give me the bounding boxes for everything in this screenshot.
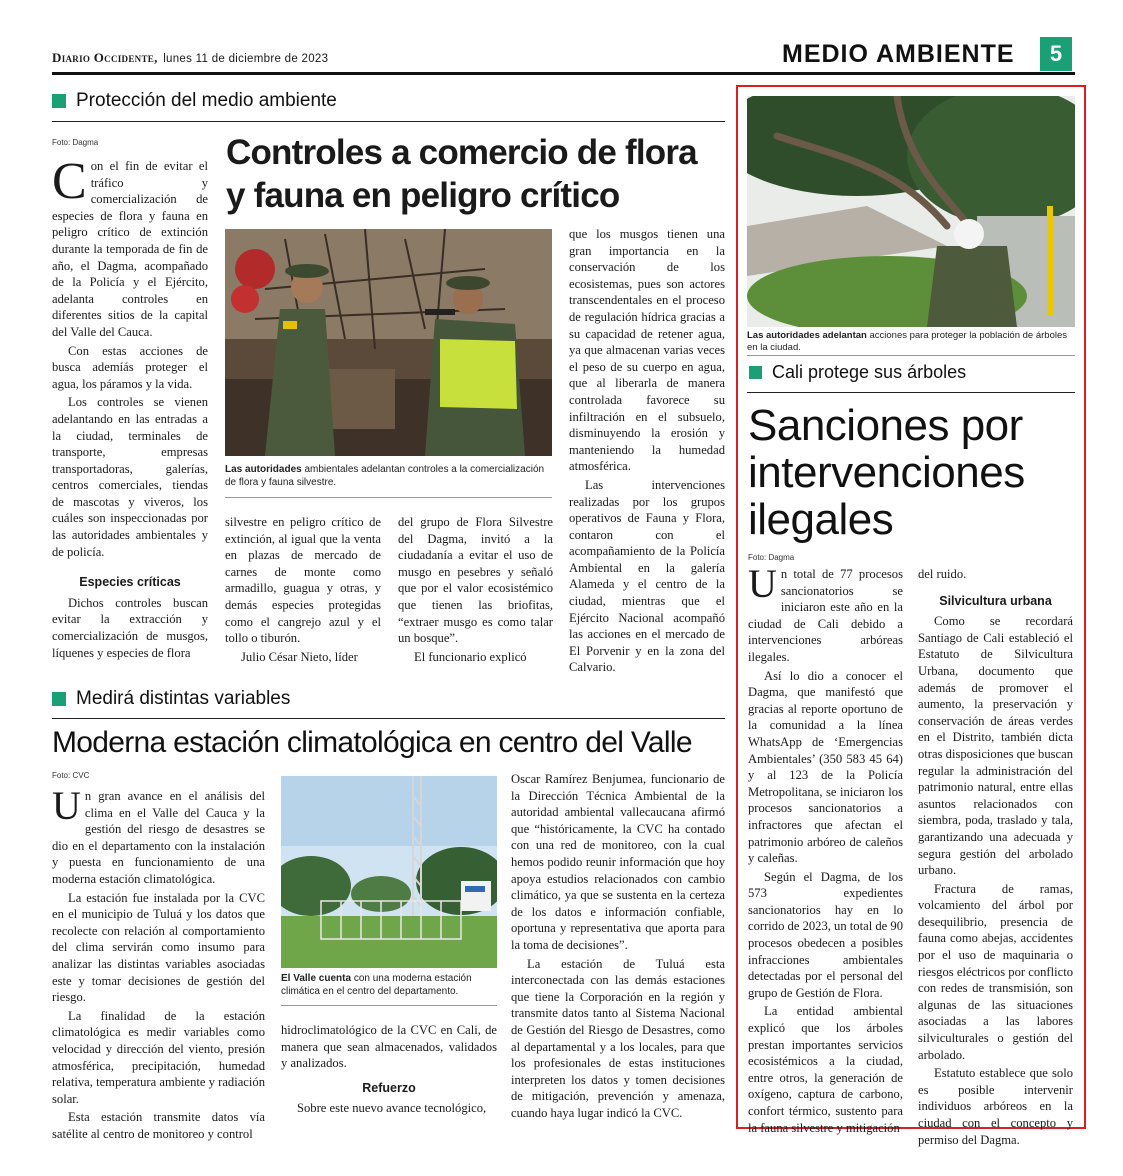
divider [52,121,725,122]
paragraph: Fractura de ramas, volcamiento del árbol por desequilibrio, presencia de fauna como abejas, accidentes por el uso de maquinaria o riesgos eléctricos por conflicto con redes de transmisión, son algunas de las situaciones asociadas a las labores silviculturales o gestión del arbolado. [918,881,1073,1062]
article3-photo [747,96,1075,327]
paragraph: Como se recordará Santiago de Cali estableció el Estatuto de Silvicultura Urbana, documento que además de promover el aumento, la preservación y conservación de áreas verdes en el Distrito, también dicta otras disposiciones que buscan regular la administración del patrimonio natural, entre ellas asuntos relacionados con siembra, poda, traslado y tala, garantizando una adecuada y segura gestión del arbolado urbano. [918,614,1073,878]
paragraph: Así lo dio a conocer el Dagma, que manifestó que gracias al reporte oportuno de la comunidad a la línea WhatsApp de ‘Emergencias Ambientales’ (350 583 45 64) y al 123 de la Policía Metropolitana, se iniciaron los procesos sancionatorios a infractores que afectan el patrimonio arbóreo de caleños y caleñas. [748,668,903,866]
paragraph: Julio César Nieto, líder [241,649,358,664]
caption-text: con una moderna estación climática en el centro del departamento. [281,973,472,997]
paragraph: Dichos controles buscan evitar la extracción y comercialización de musgos, líquenes y especies de flora [52,595,208,660]
paragraph: La finalidad de la estación climatológica es medir variables como velocidad y dirección del viento, presión atmosférica, precipitación, humedad relativa, temperatura ambiente y radiación solar. [52,1008,265,1106]
subhead: Silvicultura urbana [939,593,1052,608]
paragraph: La estación de Tuluá esta interconectada con las demás estaciones que tiene la Corporación en la región y transmite datos tanto al Sistema Nacional de Gestión del Riesgo de Desastres, como al departamental y a los locales, para que los profesionales de estas instituciones interpreten los datos y tomen decisiones de mitigación, prevención y amenaza, cuando haya lugar indicó la CVC. [511,956,725,1120]
paragraph: del grupo de Flora Silvestre del Dagma, invitó a la ciudadanía a evitar el uso de musgo en pesebres y señaló que por el valor ecosistémico que tienen las briofitas, “extraer musgo es como talar un bosque”. [398,515,553,646]
drop-cap: C [52,153,87,210]
divider [747,392,1075,393]
paragraph: Según el Dagma, de los 573 expedientes sancionatorios hay en lo corrido de 2023, un total de 90 procesos obedecen a posibles infracciones ambientales detectadas por el personal del grupo de Gestión de Flora. [748,869,903,1000]
paragraph: n gran avance en el análisis del clima en el Valle del Cauca y la gestión del riesgo de desastres se dio en el departamento con la instalación y puesta en funcionamiento de una moderna estación climatológica. [52,789,265,886]
article1-caption [225,464,555,489]
article1-col2 [225,514,381,667]
article2-headline: Moderna estación climatológica en centro del Valle [52,726,692,759]
paragraph: hidroclimatológico de la CVC en Cali, de manera que sean almacenados, validados y analizados. [281,1023,497,1071]
caption-bold: Las autoridades adelantan [747,330,867,341]
masthead-paper [52,50,328,66]
paragraph: La estación fue instalada por la CVC en el municipio de Tuluá y los datos que recolecte con relación al comportamiento del clima servirán como insumo para analizar las distintas variables asociadas este y tomar decisiones de gestión del riesgo. [52,890,265,1005]
paragraph: Las intervenciones realizadas por los grupos operativos de Fauna y Flora, contaron con el acompañamiento de la Policía Ambiental en la galería Alameda y el centro de la ciudad, mientras que el Ejército Nacional acompañó las acciones en el mercado de El Porvenir y en la zona del Calvario. [569,477,725,675]
paragraph: que los musgos tienen una gran importancia en la conservación de los ecosistemas, pues son actores transcendentales en el proceso de regulación hídrica gracias a su capacidad de retener agua, ya que almacenan varias veces el peso de su cuerpo en agua, que al liberarla de manera controlada favorece su infiltración en el subsuelo, disminuyendo la erosión y manteniendo la humedad atmosférica. [569,227,725,474]
paragraph: del ruido. [918,567,967,581]
subhead: Especies críticas [79,575,181,590]
page-number: 5 [1040,37,1072,71]
divider [281,1005,497,1006]
article2-col3 [511,771,725,1123]
section-title: MEDIO AMBIENTE [782,40,1015,68]
photo-credit: Foto: Dagma [748,553,795,562]
paragraph: Esta estación transmite datos vía satélite al centro de monitoreo y control [52,1110,265,1141]
caption-bold: Las autoridades [225,464,302,475]
paragraph: silvestre en peligro crítico de extinción, al igual que la venta en plazas de mercado de carnes de monte como armadillo, guagua y otras, y demás especies protegidas como el cangrejo azul y el tollo o tiburón. [225,515,381,646]
article3-col1 [748,561,903,1138]
article1-photo [225,229,552,456]
paragraph: Oscar Ramírez Benjumea, funcionario de la Dirección Técnica Ambiental de la autoridad ambiental vallecaucana afirmó que “históricamente, la CVC ha contado con una red de monitoreo, con la cual hemos podido reunir información que hoy apoya estudios relacionados con cambio climático, ya que se sustenta en la certeza de los datos e información confiable, oportuna y representativa que aporta para la toma de decisiones”. [511,772,725,952]
article1-col1 [52,153,208,663]
photo-credit: Foto: Dagma [52,138,99,147]
paragraph: El funcionario explicó [414,649,527,664]
article2-col1 [52,783,265,1144]
caption-text: acciones para proteger la población de árboles en la ciudad. [747,330,1068,353]
article3-headline: Sanciones por intervenciones ilegales [748,401,1025,544]
divider [52,718,725,719]
divider [225,497,552,498]
tag-label: Medirá distintas variables [76,688,291,709]
drop-cap: U [748,561,777,606]
masthead-date: lunes 11 de diciembre de 2023 [163,53,329,65]
tag-square-icon [52,692,66,706]
tag-label: Cali protege sus árboles [772,362,967,382]
photo-credit: Foto: CVC [52,771,90,780]
article1-col3 [398,514,553,667]
article1-tag [52,90,337,112]
article2-caption [281,973,497,998]
paragraph: La entidad ambiental explicó que los árboles prestan importantes servicios ecosistémicos a la ciudad, entre otros, la generación de oxígeno, captura de carbono, confort térmico, sustento para la fauna silvestre y mitigación [748,1004,903,1135]
paragraph: Los controles se vienen adelantando en las entradas a la ciudad, terminales de transporte, empresas transportadoras, galerías, centros comerciales, tiendas de mascotas y viveros, los cuáles son inspeccionadas por las autoridades ambientales y de policía. [52,395,208,559]
article3-tag [749,362,966,383]
subhead: Refuerzo [362,1080,416,1095]
article2-col2 [281,1022,497,1119]
tag-square-icon [52,94,66,108]
article3-col2 [918,566,1073,1150]
headline-line-1: Controles a comercio de flora [226,133,697,172]
article1-headline [226,131,726,217]
caption-text: ambientales adelantan controles a la comercialización de flora y fauna silvestre. [225,464,545,488]
paragraph: Con estas acciones de busca ademíás proteger el agua, los páramos y la vida. [52,343,208,391]
paragraph: on el fin de evitar el tráfico y comercialización de especies de flora y fauna en peligro crítico de extinción durante la temporada de fin de año, el Dagma, acompañado de la Policía y el Ejército, adelanta controles en diferentes sitios de la capital del Valle del Cauca. [52,159,208,339]
article2-photo [281,776,497,968]
article3-caption [747,330,1077,353]
divider [747,355,1075,356]
drop-cap: U [52,783,81,828]
paragraph: Estatuto establece que solo es posible intervenir individuos arbóreos en la ciudad con el concepto y permiso del Dagma. [918,1066,1073,1147]
tag-label: Protección del medio ambiente [76,90,337,111]
article1-col4 [569,226,725,678]
tag-square-icon [749,366,762,379]
paragraph: Sobre este nuevo avance tecnológico, [297,1101,487,1116]
paper-name: Diario Occidente, [52,50,158,65]
paragraph: n total de 77 procesos sancionatorios se iniciaron este año en la ciudad de Cali debido a intervenciones arbóreas ilegales. [748,567,903,664]
article2-tag [52,688,290,710]
caption-bold: El Valle cuenta [281,973,352,984]
headline-line-2: y fauna en peligro crítico [226,176,620,215]
masthead-rule [52,72,1075,75]
